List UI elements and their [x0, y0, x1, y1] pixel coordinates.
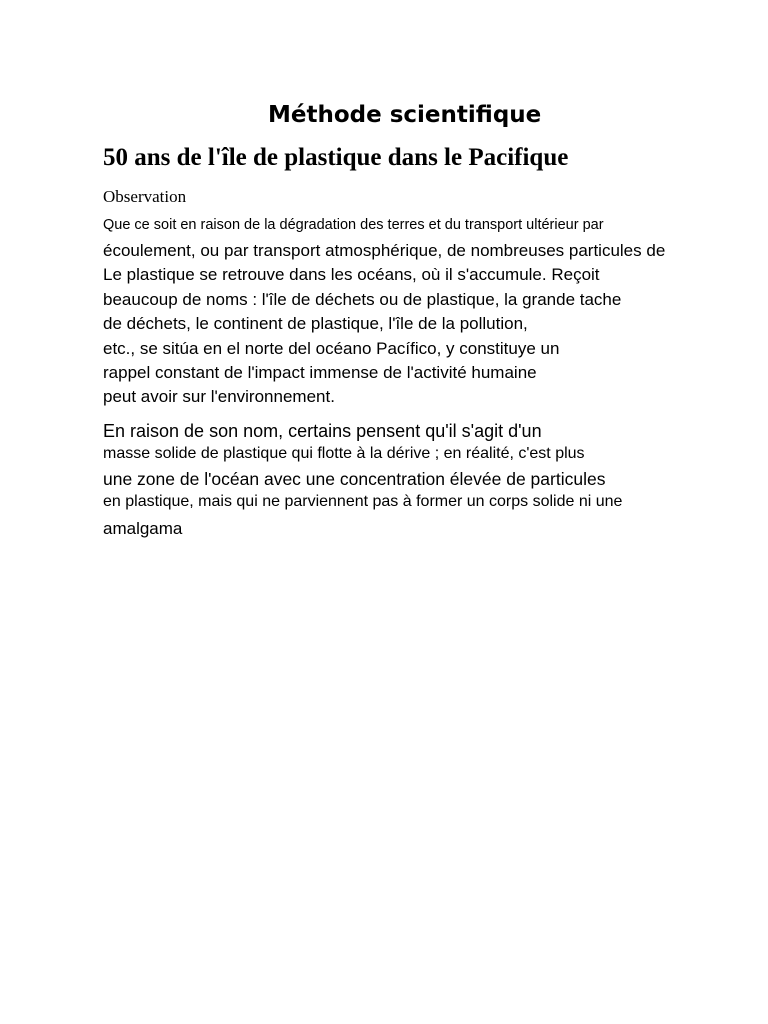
text-line: une zone de l'océan avec une concentration élevée de particules — [103, 469, 606, 489]
text-line: peut avoir sur l'environnement. — [103, 387, 335, 406]
text-line: écoulement, ou par transport atmosphérique, de nombreuses particules de — [103, 241, 666, 260]
section-label-observation: Observation — [103, 187, 187, 206]
text-line: Le plastique se retrouve dans les océans, où il s'accumule. Reçoit — [103, 265, 600, 284]
document-title: Méthode scientifique — [268, 102, 542, 128]
document-subtitle: 50 ans de l'île de plastique dans le Pacifique — [103, 144, 569, 171]
text-line: de déchets, le continent de plastique, l'île de la pollution, — [103, 314, 528, 333]
text-line: En raison de son nom, certains pensent qu'il s'agit d'un — [103, 421, 542, 441]
text-line: en plastique, mais qui ne parviennent pas à former un corps solide ni une — [103, 493, 623, 510]
text-line: masse solide de plastique qui flotte à la dérive ; en réalité, c'est plus — [103, 445, 585, 462]
text-line: etc., se sitúa en el norte del océano Pacífico, y constituye un — [103, 339, 560, 358]
text-line: amalgama — [103, 519, 183, 538]
text-line: Que ce soit en raison de la dégradation des terres et du transport ultérieur par — [103, 217, 604, 233]
text-line: beaucoup de noms : l'île de déchets ou de plastique, la grande tache — [103, 290, 622, 309]
text-line: rappel constant de l'impact immense de l'activité humaine — [103, 363, 537, 382]
